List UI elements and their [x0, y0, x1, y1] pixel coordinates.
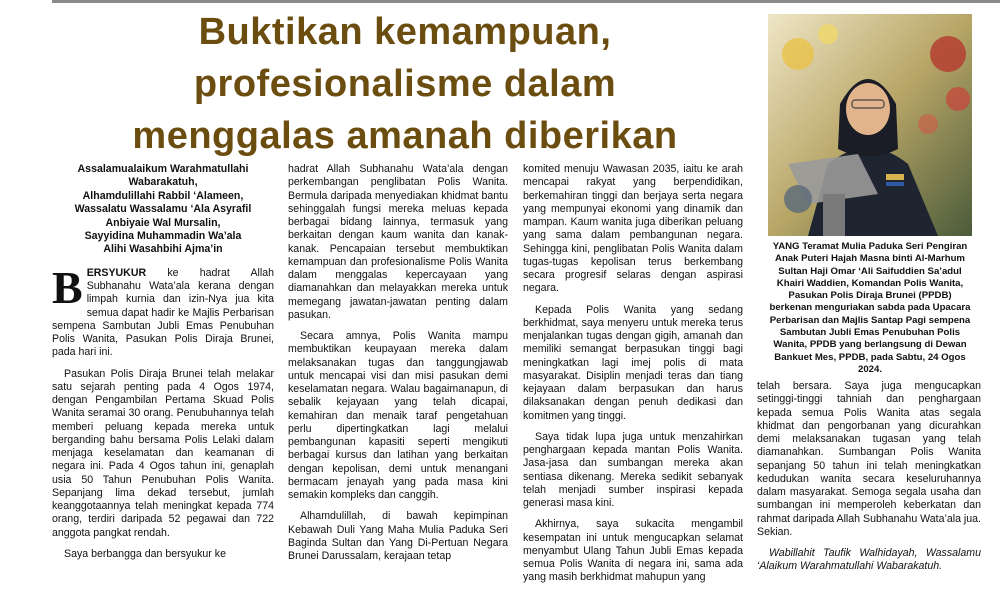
drop-cap: B [52, 261, 83, 313]
photo-caption: YANG Teramat Mulia Paduka Seri Pengiran Anak Puteri Hajah Masna binti Al-Marhum Sultan Haji Omar ‘Ali Saifuddien Sa’adul Khairi Waddien, Komandan Polis Wanita, Pasukan Polis Diraja Brunei (PPDB) berkenan menguriakan sabda pada Upacara Perbarisan dan Majlis Santap Pagi sempena Sambutan Jubli Emas Penubuhan Polis Wanita, PPDB yang berlangsung di Dewan Bankuet Mes, PPDB, pada Sabtu, 24 Ogos 2024. [769, 241, 971, 375]
paragraph-7: Saya tidak lupa juga untuk menzahirkan penghargaan kepada mantan Polis Wanita. Jasa-jasa dan sumbangan mereka akan sentiasa dikenang. Mereka sedikit sebanyak telah menjadi sumber inspirasi kepada generasi masa kini. [523, 430, 743, 509]
column-4 [757, 380, 981, 582]
paragraph-8-start: Akhirnya, saya sukacita mengambil kesempatan ini untuk mengucapkan selamat menyambut Ulang Tahun Jubli Emas kepada semua Polis Wanita di negara ini, sama ada yang masih berkhidmat mahupun yang [523, 518, 743, 584]
paragraph-1-text: ke hadrat Allah Subhanahu Wata’ala kerana dengan limpah kurnia dan izin-Nya jua kita semua dapat hadir ke Majlis Perbarisan sempena Sambutan Jubli Emas Penubuhan Polis Wanita, Pasukan Polis Diraja Brunei, pada hari ini. [52, 266, 274, 359]
greeting [52, 163, 274, 257]
headline-line-1: Buktikan kemampuan, [198, 11, 612, 53]
paragraph-1 [52, 261, 274, 360]
greeting-line: Assalamualaikum Warahmatullahi [77, 163, 249, 175]
paragraph-6: Kepada Polis Wanita yang sedang berkhidmat, saya menyeru untuk mereka terus menjalankan tugas dengan gigih, amanah dan memiliki semangat berpasukan tinggi bagi meningkatkan lagi imej polis di mata masyarakat. Disiplin menjadi teras dan tiang kejayaan dalam berpasukan dan harus dilaksanakan dengan penuh dedikasi dan komitmen yang tinggi. [523, 303, 743, 422]
paragraph-8-cont: telah bersara. Saya juga mengucapkan setinggi-tinggi tahniah dan penghargaan kepada semua Polis Wanita atas segala khidmat dan pengorbanan yang dicurahkan demi melaksanakan tugasan yang telah diamanahkan. Sumbangan Polis Wanita sepanjang 50 tahun ini telah meningkatkan kedudukan wanita secara keseluruhannya dalam masyarakat. Semoga segala usaha dan sumbangan ini memperoleh keberkatan dan rahmat daripada Allah Subhanahu Wata’ala jua. Sekian. [757, 380, 981, 538]
headline-line-3: menggalas amanah diberikan [132, 115, 678, 157]
greeting-line: Sayyidina Muhammadin Wa’ala [84, 230, 242, 243]
headline [60, 6, 750, 162]
paragraph-5-cont: komited menuju Wawasan 2035, iaitu ke arah mencapai rakyat yang berpendidikan, berkemahiran tinggi dan berjaya serta negara yang mempunyai ekonomi yang dinamik dan mampan. Kaum wanita juga diberikan peluang yang sama dalam pembangunan negara. Sehingga kini, penglibatan Polis Wanita dalam tugas-tugas kepolisan terus berkembang secara progresif selaras dengan aspirasi negara. [523, 163, 743, 295]
photo-commandant [768, 14, 972, 236]
column-2 [288, 163, 508, 571]
signoff: Wabillahit Taufik Walhidayah, Wassalamu ‘Alaikum Warahmatullahi Wabarakatuh. [757, 547, 981, 573]
greeting-line: Wabarakatuh, [128, 176, 198, 189]
paragraph-5-start: Alhamdulillah, di bawah kepimpinan Kebawah Duli Yang Maha Mulia Paduka Seri Baginda Sultan dan Yang Di-Pertuan Negara Brunei Darussalam, kerajaan tetap [288, 510, 508, 562]
paragraph-3-cont: hadrat Allah Subhanahu Wata’ala dengan perkembangan penglibatan Polis Wanita. Bermula daripada menyediakan khidmat bantu sehinggalah fungsi mereka meluas kepada berbagai bidang lainnya, termasuk yang berkaitan dengan kaum wanita dan kanak-kanak. Pencapaian tersebut membuktikan kemampuan dan profesionalisme Polis Wanita dalam menggalas kepercayaan yang diamanahkan dan melayakkan mereka untuk memegang jawatan-jawatan penting dalam pasukan. [288, 163, 508, 321]
greeting-line: Alhamdulillahi Rabbil ‘Alameen, [82, 189, 244, 202]
lead-word: ERSYUKUR [86, 266, 147, 279]
column-3 [523, 163, 743, 593]
column-1 [52, 163, 274, 569]
paragraph-2: Pasukan Polis Diraja Brunei telah melakar satu sejarah penting pada 4 Ogos 1974, dengan Pengambilan Pertama Skuad Polis Wanita seramai 30 orang. Penubuhannya telah memberi peluang kepada mereka untuk berganding bahu bersama Polis Lelaki dalam menjaga keselamatan dan keamanan di negara ini. Pada 4 Ogos tahun ini, genaplah usia 50 Tahun Penubuhan Polis Wanita. Sepanjang lima dekad tersebut, jumlah keanggotaannya telah meningkat kepada 774 orang, terdiri daripada 52 pegawai dan 722 anggota pangkat rendah. [52, 367, 274, 539]
greeting-line: Wassalatu Wassalamu ‘Ala Asyrafil [74, 203, 252, 216]
top-rule [52, 0, 1000, 3]
greeting-line: Alihi Wasahbihi Ajma’in [103, 243, 223, 256]
paragraph-4: Secara amnya, Polis Wanita mampu membuktikan keupayaan mereka dalam melaksanakan tugas dan tanggungjawab untuk mencapai visi dan misi pasukan demi keselamatan negara. Walau bagaimanapun, di sebalik kejayaan yang telah dicapai, kemahiran dan menaik taraf pengetahuan perlu dipertingkatkan lagi melalui pembangunan kapasiti seperti mengikuti berbagai kursus dan latihan yang berkaitan dengan kepolisan, demi untuk menangani bermacam jenayah yang pada masa kini semakin kompleks dan canggih. [288, 330, 508, 501]
paragraph-3-start: Saya berbangga dan bersyukur ke [64, 547, 226, 560]
greeting-line: Anbiyaie Wal Mursalin, [105, 216, 221, 229]
photo-illustration [768, 14, 972, 236]
headline-line-2: profesionalisme dalam [193, 63, 617, 105]
